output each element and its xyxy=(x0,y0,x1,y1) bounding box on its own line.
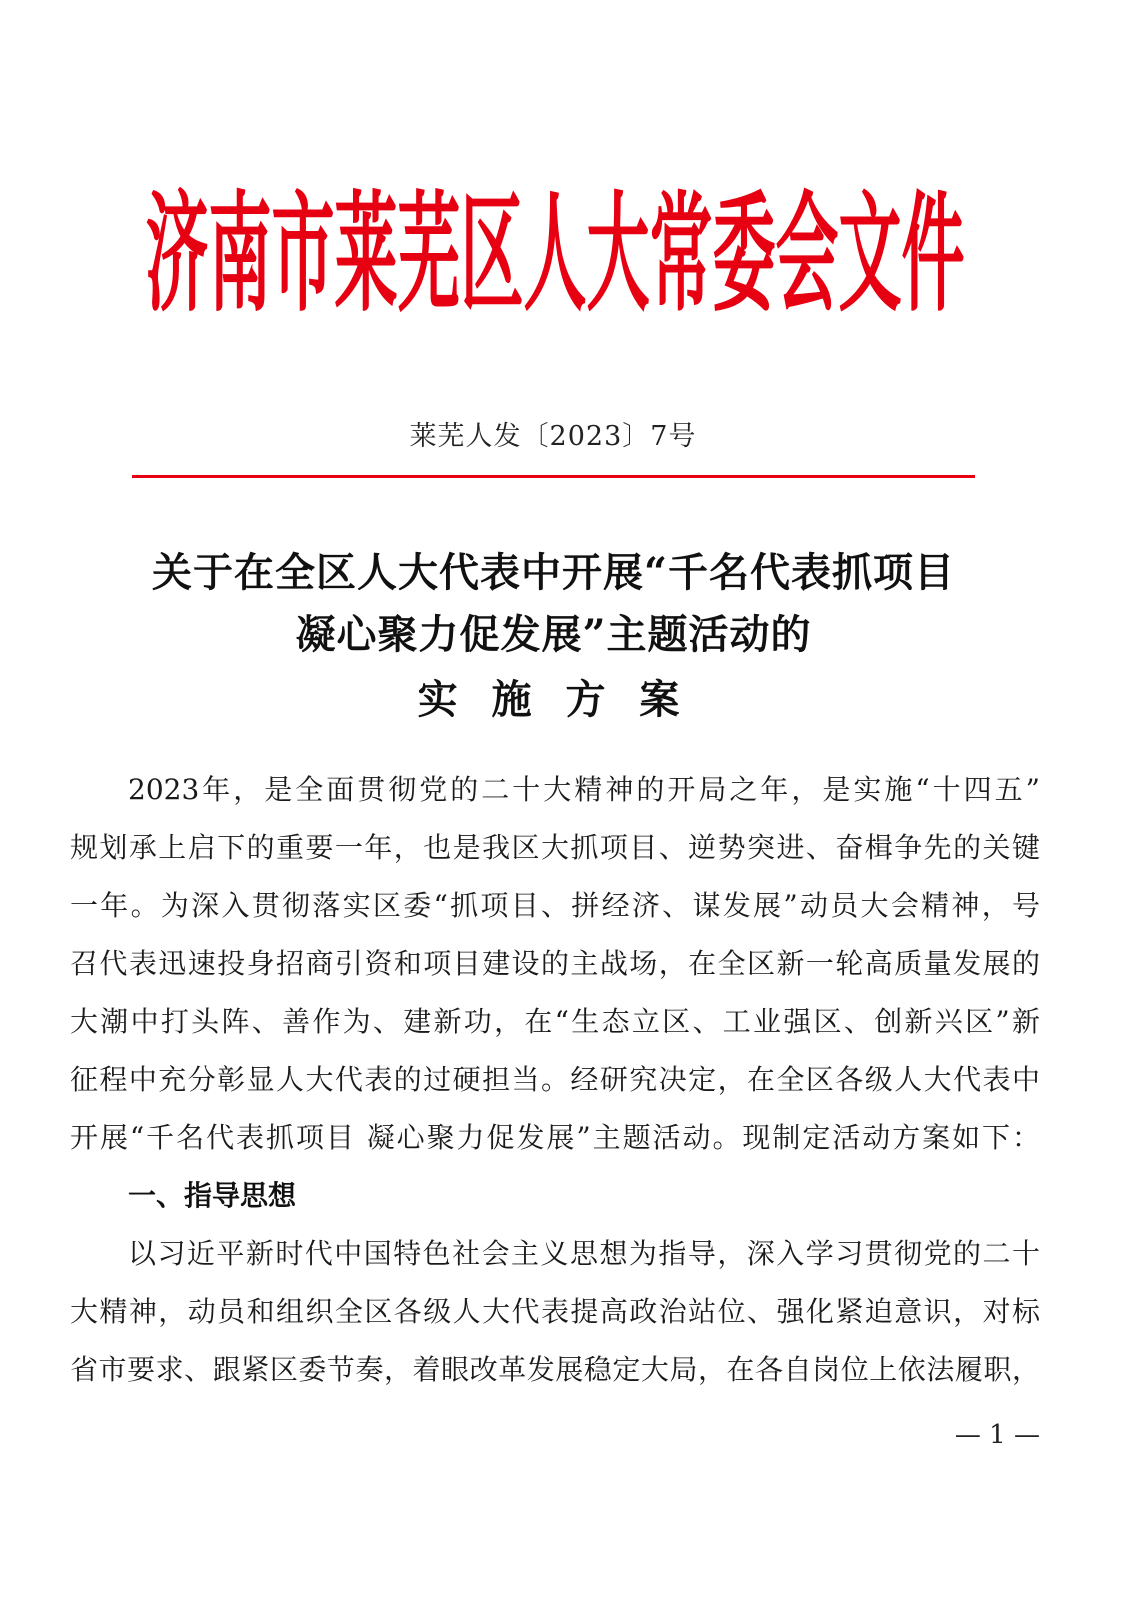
page-number: — 1 — xyxy=(954,1420,1040,1450)
document-issuer-title: 济南市莱芜区人大常委会文件 xyxy=(145,177,965,330)
paragraph-line: 大潮中打头阵、善作为、建新功，在“生态立区、工业强区、创新兴区”新 xyxy=(70,1005,1040,1038)
paragraph-line: 2023年，是全面贯彻党的二十大精神的开局之年，是实施“十四五” xyxy=(128,773,1040,806)
paragraph-guiding-ideology xyxy=(70,1225,1040,1399)
document-number: 莱芜人发〔2023〕7号 xyxy=(409,421,697,452)
document-title-line-2: 凝心聚力促发展”主题活动的 xyxy=(295,611,812,658)
paragraph-line: 以习近平新时代中国特色社会主义思想为指导，深入学习贯彻党的二十 xyxy=(128,1237,1040,1270)
paragraph-intro xyxy=(70,761,1040,1167)
paragraph-line: 规划承上启下的重要一年，也是我区大抓项目、逆势突进、奋楫争先的关键 xyxy=(70,831,1040,864)
paragraph-line: 一年。为深入贯彻落实区委“抓项目、拼经济、谋发展”动员大会精神，号 xyxy=(70,889,1040,922)
paragraph-line: 开展“千名代表抓项目 凝心聚力促发展”主题活动。现制定活动方案如下： xyxy=(70,1121,1040,1154)
paragraph-line: 大精神，动员和组织全区各级人大代表提高政治站位、强化紧迫意识，对标 xyxy=(70,1295,1040,1328)
paragraph-line: 召代表迅速投身招商引资和项目建设的主战场，在全区新一轮高质量发展的 xyxy=(70,947,1040,980)
paragraph-line: 省市要求、跟紧区委节奏，着眼改革发展稳定大局，在各自岗位上依法履职， xyxy=(70,1353,1040,1386)
section-heading-guiding-ideology: 一、指导思想 xyxy=(128,1179,297,1212)
document-title-line-3: 实 施 方 案 xyxy=(417,676,690,723)
red-separator-line xyxy=(132,475,975,478)
paragraph-line: 征程中充分彰显人大代表的过硬担当。经研究决定，在全区各级人大代表中 xyxy=(70,1063,1040,1096)
document-title-line-1: 关于在全区人大代表中开展“千名代表抓项目 xyxy=(151,549,955,596)
